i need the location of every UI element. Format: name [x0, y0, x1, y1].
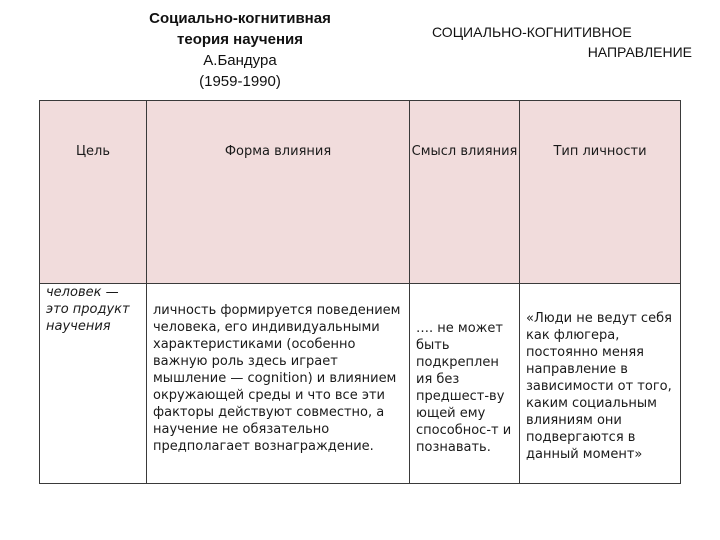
- theory-table: [39, 100, 681, 484]
- column-header-personality-type: Тип личности: [520, 101, 681, 284]
- cell-form: личность формируется поведением человека, его индивидуальными характеристиками (особенно важную роль здесь играет мышление — cognition) и влиянием окружающей среды и что все эти факторы действуют совместно, а научение не обязательно предполагает вознаграждение.: [147, 284, 410, 484]
- table-header-row: [40, 101, 681, 284]
- direction-title-line-2: НАПРАВЛЕНИЕ: [587, 44, 692, 60]
- table-row: [40, 284, 681, 484]
- theory-title: [108, 8, 372, 92]
- direction-title-line-1: СОЦИАЛЬНО-КОГНИТИВНОЕ: [432, 24, 632, 40]
- column-header-meaning: Смысл влияния: [410, 101, 520, 284]
- cell-goal: человек — это продукт научения: [40, 284, 147, 484]
- cell-personality-type: «Люди не ведут себя как флюгера, постоянно меняя направление в зависимости от того, каким социальным влияниям они подвергаются в данный момент»: [520, 284, 681, 484]
- column-header-goal: Цель: [40, 101, 147, 284]
- theory-title-line-2: теория научения: [177, 31, 303, 48]
- column-header-form: Форма влияния: [147, 101, 410, 284]
- cell-meaning: …. не может быть подкреплен ия без предшест-ву ющей ему способнос-т и познавать.: [410, 284, 520, 484]
- theory-title-line-1: Социально-когнитивная: [149, 10, 331, 27]
- direction-title: [398, 22, 694, 62]
- theory-years: (1959-1990): [199, 73, 281, 90]
- author-name: А.Бандура: [203, 52, 277, 69]
